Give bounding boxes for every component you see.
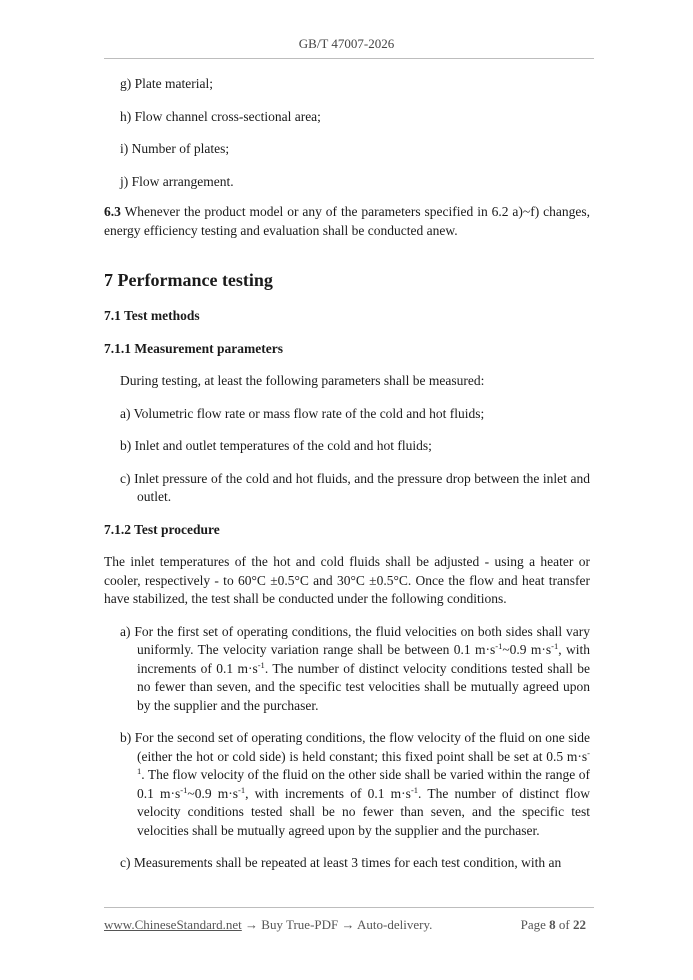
condition-text: , with increments of 0.1 m·s [245, 785, 411, 801]
of-word: of [558, 917, 570, 932]
condition-text: , with increments of 0.1 m·s [137, 642, 590, 676]
superscript: -1 [137, 747, 590, 776]
clause-6-3 [104, 203, 590, 240]
clause-number: 6.3 [104, 204, 121, 219]
list-marker: h) [120, 108, 132, 124]
list-item-c [104, 470, 590, 507]
page-header [0, 36, 693, 52]
measurement-intro: During testing, at least the following parameters shall be measured: [120, 373, 485, 388]
header-rule [104, 58, 594, 59]
condition-text: Measurements shall be repeated at least 3 times for each test condition, with an [133, 855, 562, 870]
heading-7-1: 7.1 Test methods [104, 308, 200, 323]
superscript: -1 [257, 659, 265, 670]
superscript: -1 [238, 784, 246, 795]
superscript: -1 [551, 641, 559, 651]
condition-text: ~0.9 m·s [502, 642, 552, 657]
superscript: -1 [180, 784, 188, 795]
list-marker: a) [120, 623, 131, 639]
condition-text: ~0.9 m·s [187, 785, 238, 801]
condition-text: . The number of distinct velocity conditions tested shall be no fewer than seven, and the specific test velocities shall be mutually agreed upon by the supplier and the purchaser. [137, 660, 590, 713]
condition-item-c [104, 854, 590, 873]
section-7-title: 7 Performance testing [104, 270, 273, 290]
footer-promo [104, 917, 432, 933]
list-text: Inlet and outlet temperatures of the cold and hot fluids; [134, 438, 432, 453]
list-item-h [104, 108, 590, 127]
list-text: Number of plates; [131, 141, 230, 156]
list-item-b [104, 437, 590, 456]
list-marker: i) [120, 141, 129, 156]
list-marker: b) [120, 730, 132, 745]
list-marker: c) [120, 470, 131, 486]
footer-auto: Auto-delivery. [357, 917, 433, 932]
list-item-i [104, 140, 590, 159]
list-text: Inlet pressure of the cold and hot fluids, and the pressure drop between the inlet and outlet. [134, 470, 590, 504]
list-item-a [104, 405, 590, 424]
current-page: 8 [549, 917, 556, 932]
total-pages: 22 [573, 917, 586, 932]
procedure-intro: The inlet temperatures of the hot and cold fluids shall be adjusted - using a heater or cooler, respectively - to 60°C ±0.5°C and 30°C ±0.5°C. Once the flow and heat transfer have stabilized, the test shall be conducted under the following conditions. [104, 554, 590, 606]
list-marker: g) [120, 76, 132, 91]
footer-rule [104, 907, 594, 908]
list-text: Flow channel cross-sectional area; [134, 108, 321, 124]
superscript: -1 [410, 784, 419, 795]
clause-text: Whenever the product model or any of the parameters specified in 6.2 a)~f) changes, energy efficiency testing and evaluation shall be conducted anew. [104, 204, 590, 238]
doc-id: GB/T 47007-2026 [298, 36, 395, 51]
condition-item-b [104, 729, 590, 840]
list-marker: b) [120, 438, 132, 453]
page-word: Page [520, 917, 546, 932]
condition-text: . The number of distinct flow velocity conditions tested shall be no fewer than seven, and the specific test velocities shall be mutually agreed upon by the supplier and the purchaser. [137, 785, 590, 838]
list-marker: a) [120, 405, 131, 421]
list-item-g [104, 75, 590, 94]
condition-text: . The flow velocity of the fluid on the other side shall be varied within the range of 0.1 m·s [137, 767, 590, 801]
condition-item-a [104, 623, 590, 716]
page-number [521, 917, 586, 933]
list-item-j [104, 173, 590, 192]
list-text: Plate material; [134, 76, 213, 91]
condition-text: For the second set of operating conditions, the flow velocity of the fluid on one side (either the hot or cold side) is held constant; this fixed point shall be set at 0.5 m·s [134, 730, 590, 764]
list-text: Flow arrangement. [131, 173, 234, 189]
condition-text: For the first set of operating conditions, the fluid velocities on both sides shall vary uniformly. The velocity variation range shall be between 0.1 m·s [134, 623, 591, 657]
superscript: -1 [495, 641, 503, 651]
list-marker: j) [120, 173, 129, 189]
page-content [104, 68, 590, 873]
heading-7-1-1: 7.1.1 Measurement parameters [104, 340, 283, 356]
arrow-icon: → [245, 917, 259, 932]
footer-buy: Buy True-PDF [261, 917, 339, 932]
footer-link[interactable]: www.ChineseStandard.net [104, 917, 242, 932]
list-marker: c) [120, 855, 131, 870]
heading-7-1-2: 7.1.2 Test procedure [104, 521, 220, 537]
list-text: Volumetric flow rate or mass flow rate of the cold and hot fluids; [133, 405, 485, 421]
arrow-icon: → [341, 917, 355, 932]
